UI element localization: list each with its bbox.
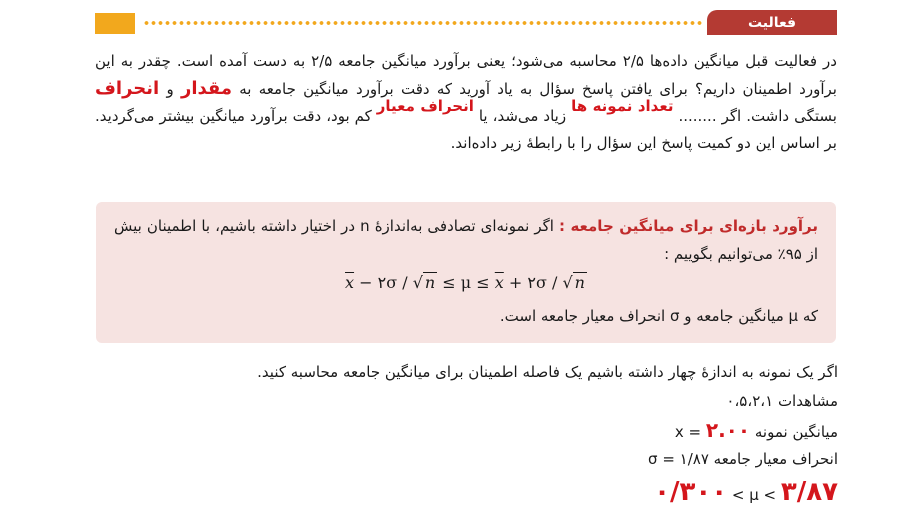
definition-title: برآورد بازه‌ای برای میانگین جامعه :: [558, 217, 818, 235]
intro-text-2: بستگی داشت. اگر: [721, 107, 837, 125]
handwritten-mean-value: ۲.۰۰: [705, 418, 751, 442]
definition-body: اگر نمونه‌ای تصادفی به‌اندازهٔ n در اختیار داشته باشیم، با اطمینان بیش از ۹۵٪ می‌توانیم بگوییم :: [114, 217, 818, 263]
header-dotted-rule: [143, 21, 702, 25]
formula-sqrt-n-right: n: [574, 273, 585, 292]
exercise-std-line: انحراف معیار جامعه ۱/۸۷ = σ: [648, 450, 838, 468]
intro-text-3: زیاد می‌شد، یا: [478, 107, 567, 125]
activity-tab: [707, 10, 837, 35]
exercise-observations: مشاهدات ۰،۵،۲،۱: [726, 392, 838, 410]
intro-conj: و: [166, 80, 174, 98]
activity-header: [95, 10, 837, 36]
intro-text-4: کم بود، دقت برآورد میانگین بیشتر می‌گردید. بر اساس این دو کمیت پاسخ این سؤال را با رابطهٔ زیر داده‌اند.: [95, 107, 837, 152]
intro-text-1: در فعالیت قبل میانگین داده‌ها ۲/۵ محاسبه می‌شود؛ یعنی برآورد میانگین جامعه ۲/۵ به دست آمده است. چقدر به این برآورد اطمینان داریم؟ برای یافتن پاسخ سؤال به یاد آورید که دقت برآورد میانگین جامعه به: [95, 52, 837, 98]
formula-xbar-left: $\overline{x}$: [345, 273, 355, 292]
handwritten-deviation: انحراف: [95, 78, 160, 99]
formula-sqrt-n-left: n: [424, 273, 436, 292]
activity-tab-label: فعالیت: [747, 14, 797, 31]
definition-note: که μ میانگین جامعه و σ انحراف معیار جامعه است.: [499, 307, 818, 325]
blank-dots: ........: [678, 107, 717, 125]
handwritten-sample-count: تعداد نمونه ها: [571, 97, 674, 115]
exercise-mean-line: [100, 416, 838, 445]
definition-box: [96, 202, 836, 343]
answer-interval: [654, 474, 838, 513]
definition-text: [114, 212, 818, 268]
exercise-question: اگر یک نمونه به اندازهٔ چهار داشته باشیم یک فاصله اطمینان برای میانگین جامعه محاسبه کنید.: [257, 363, 838, 381]
sqrt-sign-right: √: [562, 273, 573, 292]
formula-plus: + ۲σ /: [503, 273, 563, 292]
sqrt-sign-left: √: [412, 273, 423, 292]
header-orange-block: [95, 13, 135, 34]
exercise-block: [100, 358, 838, 510]
mean-label: میانگین نمونه: [754, 423, 838, 441]
exercise-answer-line: [100, 474, 838, 510]
handwritten-lower-bound: ۰/۳۰۰: [654, 477, 728, 507]
answer-mu: < μ <: [727, 486, 781, 504]
formula-minus: − ۲σ /: [354, 273, 413, 292]
handwritten-std: انحراف معیار: [376, 97, 474, 115]
intro-paragraph: [95, 48, 837, 157]
handwritten-upper-bound: ۳/۸۷: [780, 477, 838, 507]
formula-middle: ≤ μ ≤: [437, 273, 495, 292]
interval-formula: [114, 270, 818, 296]
handwritten-magnitude: مقدار: [180, 78, 232, 99]
mean-equals: = x: [674, 423, 702, 441]
formula-xbar-right: $\overline{x}$: [494, 273, 504, 292]
